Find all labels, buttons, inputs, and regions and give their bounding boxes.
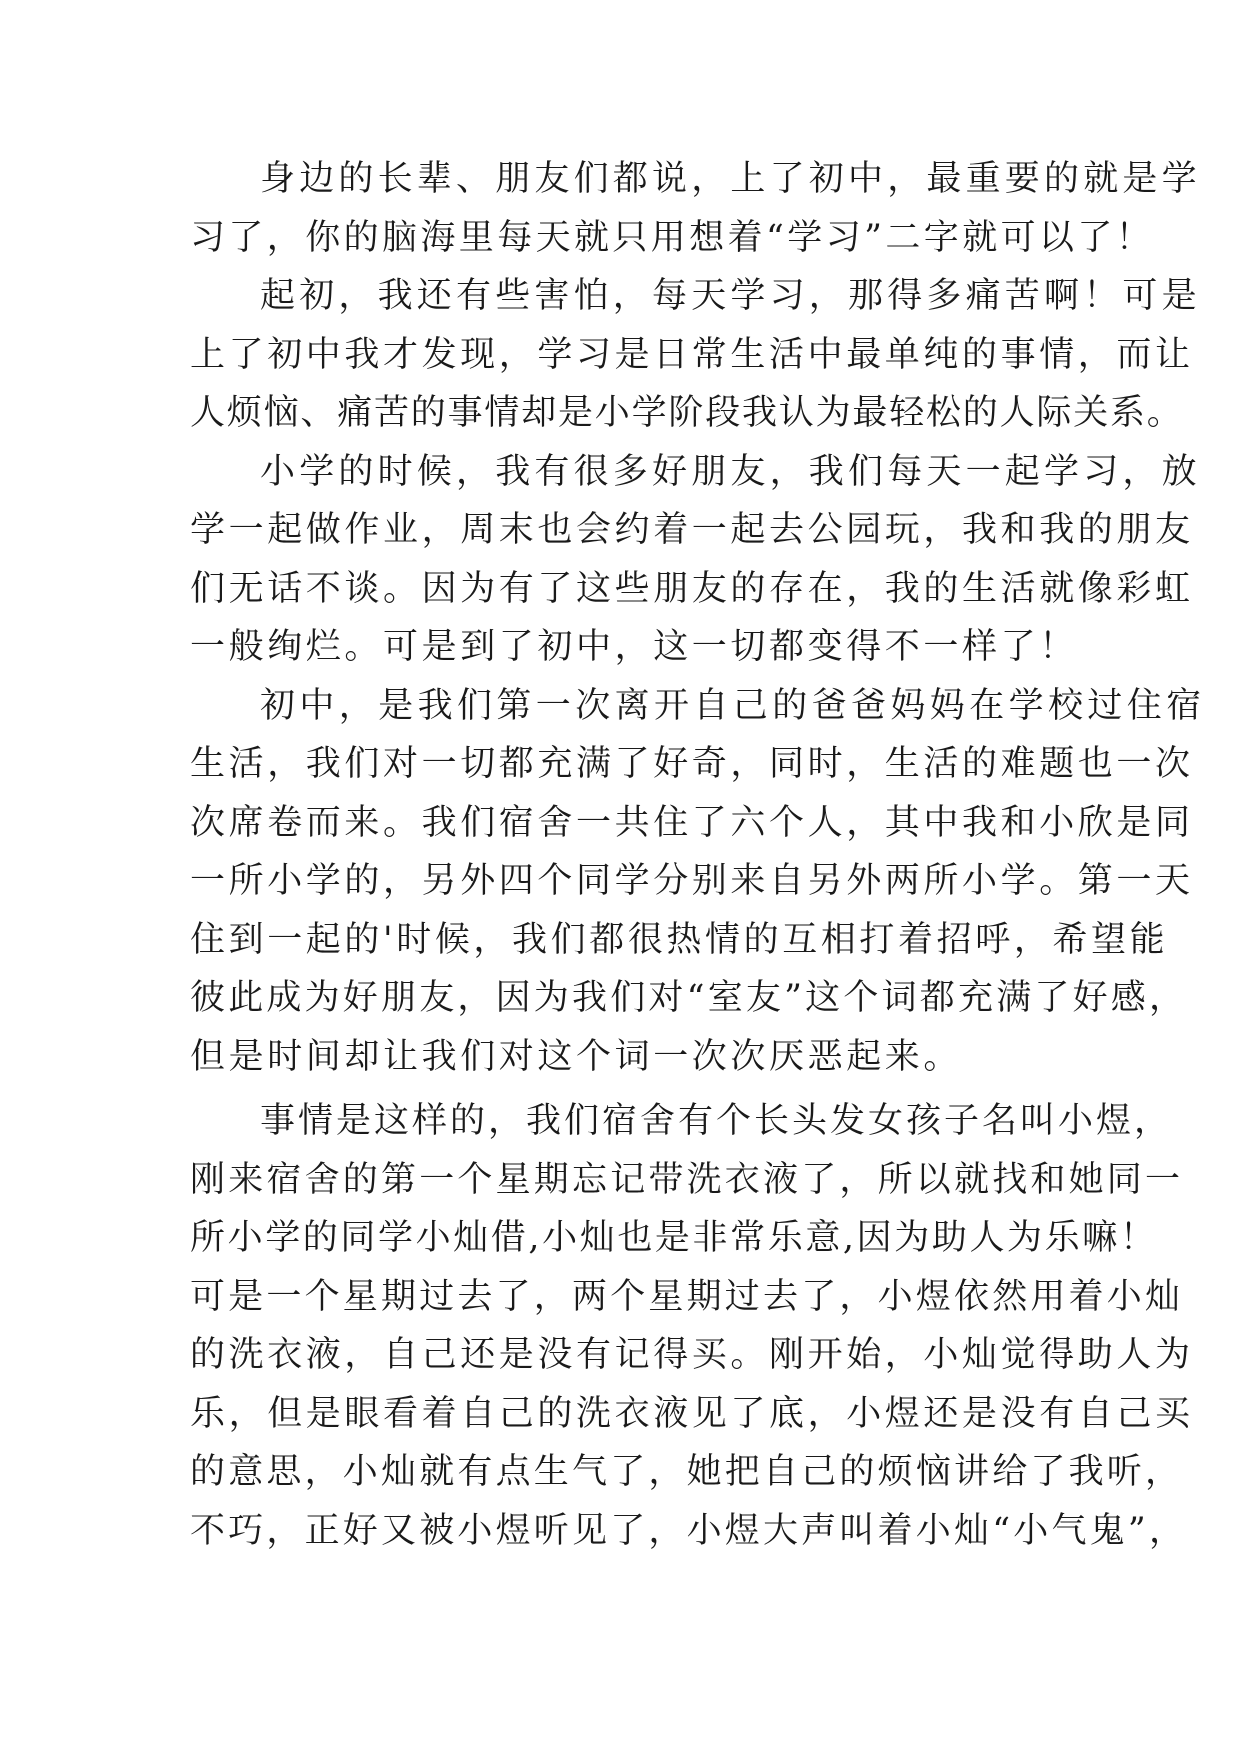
paragraph-line: 一所小学的，另外四个同学分别来自另外两所小学。第一天 [190, 861, 1194, 901]
paragraph-line: 上了初中我才发现，学习是日常生活中最单纯的事情，而让 [190, 334, 1194, 375]
paragraph-line: 一般绚烂。可是到了初中，这一切都变得不一样了！ [190, 627, 1078, 667]
body-text [190, 150, 1206, 1560]
paragraph-line: 所小学的同学小灿借,小灿也是非常乐意,因为助人为乐嘛！ [190, 1218, 1158, 1258]
paragraph-line: 乐，但是眼看着自己的洗衣液见了底，小煜还是没有自己买 [190, 1393, 1194, 1434]
paragraph-line: 刚来宿舍的第一个星期忘记带洗衣液了，所以就找和她同一 [190, 1159, 1184, 1200]
paragraph-line: 学一起做作业，周末也会约着一起去公园玩，我和我的朋友 [190, 510, 1194, 550]
paragraph-line: 们无话不谈。因为有了这些朋友的存在，我的生活就像彩虹 [190, 568, 1194, 609]
paragraph-line: 次席卷而来。我们宿舍一共住了六个人，其中我和小欣是同 [190, 802, 1194, 843]
paragraph-line: 不巧，正好又被小煜听见了，小煜大声叫着小灿“小气鬼”， [190, 1510, 1188, 1551]
paragraph-line: 身边的长辈、朋友们都说，上了初中，最重要的就是学 [260, 159, 1201, 199]
paragraph-line: 的意思，小灿就有点生气了，她把自己的烦恼讲给了我听， [190, 1452, 1184, 1492]
paragraph-line: 事情是这样的，我们宿舍有个长头发女孩子名叫小煜， [260, 1101, 1173, 1141]
paragraph-line: 彼此成为好朋友，因为我们对“室友”这个词都充满了好感， [190, 978, 1188, 1018]
paragraph-line: 可是一个星期过去了，两个星期过去了，小煜依然用着小灿 [190, 1276, 1184, 1317]
paragraph-line: 习了，你的脑海里每天就只用想着“学习”二字就可以了！ [190, 217, 1155, 258]
paragraph-line: 住到一起的'时候，我们都很热情的互相打着招呼，希望能 [190, 919, 1169, 960]
paragraph-line: 的洗衣液，自己还是没有记得买。刚开始，小灿觉得助人为 [190, 1335, 1194, 1375]
paragraph-line: 初中，是我们第一次离开自己的爸爸妈妈在学校过住宿 [260, 685, 1206, 726]
paragraph-line: 起初，我还有些害怕，每天学习，那得多痛苦啊！可是 [260, 276, 1201, 316]
paragraph-line: 生活，我们对一切都充满了好奇，同时，生活的难题也一次 [190, 744, 1194, 784]
paragraph-line: 人烦恼、痛苦的事情却是小学阶段我认为最轻松的人际关系。 [190, 393, 1184, 433]
paragraph-line: 小学的时候，我有很多好朋友，我们每天一起学习，放 [260, 451, 1201, 492]
paragraph-line: 但是时间却让我们对这个词一次次厌恶起来。 [190, 1036, 963, 1077]
